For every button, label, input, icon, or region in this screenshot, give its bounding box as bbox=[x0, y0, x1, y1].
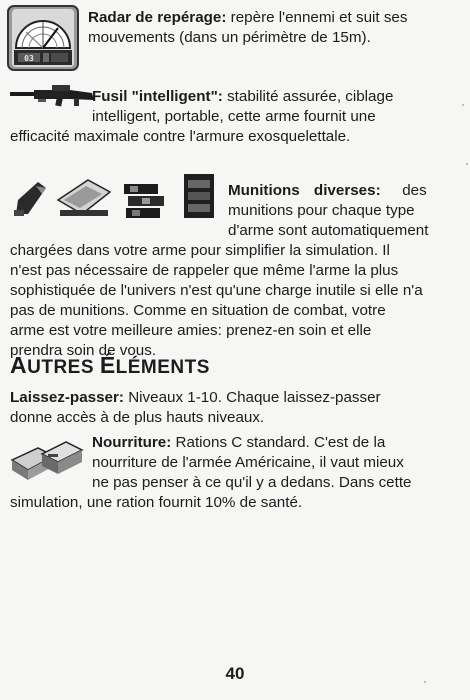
ammo-line3: d'arme sont automatiquement bbox=[228, 222, 429, 239]
radar-line1: Radar de repérage: repère l'ennemi et suit ses bbox=[88, 9, 408, 26]
ammo-line1: Munitions diverses: des bbox=[228, 182, 427, 199]
page-number: 40 bbox=[225, 664, 245, 683]
pass-term: Laissez-passer: bbox=[10, 389, 124, 406]
ammo-line5: n'est pas nécessaire de rappeler que même l'arme la plus bbox=[10, 262, 399, 279]
food-line1: Nourriture: Rations C standard. C'est de la bbox=[92, 434, 386, 451]
ammo-line7: pas de munitions. Comme en situation de combat, votre bbox=[10, 302, 386, 319]
scan-speck bbox=[424, 681, 426, 683]
pass-line1: Laissez-passer: Niveaux 1-10. Chaque laissez-passer bbox=[10, 389, 381, 406]
food-term: Nourriture: bbox=[92, 434, 172, 451]
radar-line2: mouvements (dans un périmètre de 15m). bbox=[88, 29, 371, 46]
ammo-line6: sophistiquée de l'univers n'est qu'une charge inutile si elle n'a bbox=[10, 282, 423, 299]
pass-line2: donne accès à de plus hauts niveaux. bbox=[10, 409, 265, 426]
food-line2: nourriture de l'armée Américaine, il vaut mieux bbox=[92, 454, 404, 471]
rifle-line3: efficacité maximale contre l'armure exosquelettale. bbox=[10, 128, 351, 145]
scan-speck bbox=[462, 104, 464, 106]
rifle-term: Fusil "intelligent": bbox=[92, 88, 223, 105]
ammo-line4: chargées dans votre arme pour simplifier la simulation. Il bbox=[10, 242, 390, 259]
ammo-term: Munitions diverses: bbox=[228, 182, 381, 199]
ammo-line2: munitions pour chaque type bbox=[228, 202, 415, 219]
ammo-line9: prendra soin de vous. bbox=[10, 342, 157, 359]
radar-display-text: 03 bbox=[24, 54, 34, 63]
food-line3: ne pas penser à ce qu'il y a dedans. Dans cette bbox=[92, 474, 412, 491]
section-heading: AUTRES ÉLÉMENTS bbox=[10, 352, 210, 378]
radar-icon bbox=[6, 4, 80, 72]
scan-speck bbox=[466, 163, 468, 165]
rifle-line2: intelligent, portable, cette arme fournit une bbox=[92, 108, 376, 125]
ammo-line8: arme est votre meilleure amies: prenez-en soin et elle bbox=[10, 322, 372, 339]
rifle-icon bbox=[8, 82, 100, 108]
food-line4: simulation, une ration fournit 10% de santé. bbox=[10, 494, 303, 511]
radar-term: Radar de repérage: bbox=[88, 9, 227, 26]
ammo-icon bbox=[8, 170, 220, 224]
ration-icon bbox=[8, 436, 86, 486]
rifle-line1: Fusil "intelligent": stabilité assurée, ciblage bbox=[92, 88, 394, 105]
